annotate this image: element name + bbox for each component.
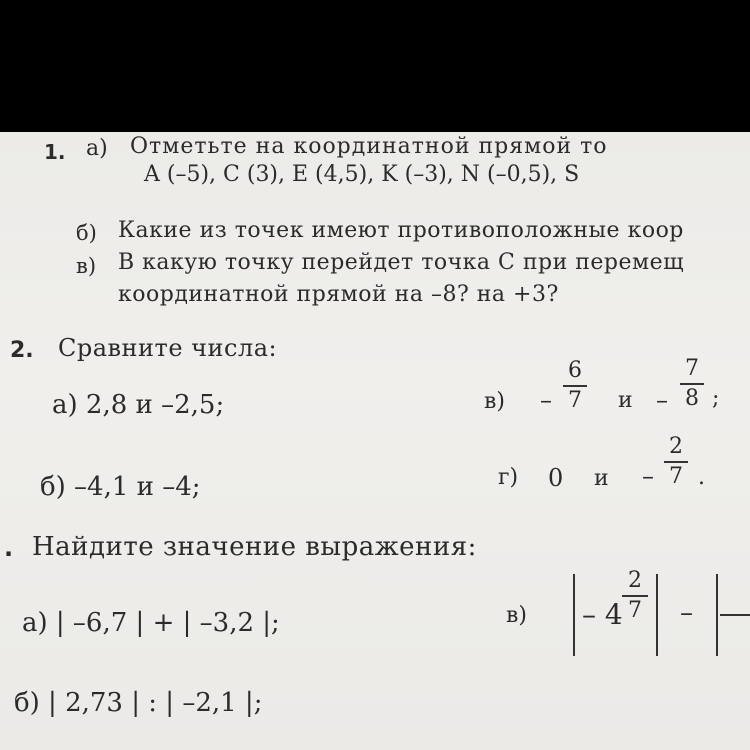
task1-number: 1. (44, 140, 66, 164)
task2-v-label: в) (484, 389, 505, 414)
abs-bar-left (573, 574, 575, 656)
task3-v-minus: – 4 (582, 598, 623, 631)
cut-off-minus (720, 614, 750, 616)
fraction-2-7 (622, 570, 648, 622)
abs-bar-left-2 (716, 574, 718, 656)
fraction-numerator: 2 (628, 568, 642, 593)
task1-v-text: В какую точку перейдет точка C при перемещ (118, 250, 685, 275)
task2-v-and: и (618, 388, 633, 413)
task2-v-minus2: – (656, 386, 668, 414)
fraction-numerator: 6 (568, 358, 582, 383)
task1-a-text: Отметьте на координатной прямой то (130, 134, 608, 159)
textbook-page (0, 132, 750, 750)
task2-a: а) 2,8 и –2,5; (52, 390, 225, 420)
task2-g-minus: – (642, 462, 654, 490)
abs-bar-right (656, 574, 658, 656)
fraction-denominator: 8 (685, 386, 699, 411)
task1-v-label: в) (76, 254, 97, 278)
task1-points: A (–5), C (3), E (4,5), K (–3), N (–0,5), S (144, 162, 580, 187)
task2-title: Сравните числа: (58, 334, 278, 362)
fraction-denominator: 7 (669, 464, 683, 489)
fraction-bar (664, 461, 688, 463)
task1-a-label: а) (86, 136, 108, 161)
task2-g-end: . (698, 465, 705, 490)
task3-a: а) | –6,7 | + | –3,2 |; (22, 608, 280, 638)
task1-b-text: Какие из точек имеют противоположные коор (118, 218, 684, 243)
fraction-bar (680, 383, 704, 385)
fraction-bar (622, 595, 648, 597)
task2-g-label: г) (498, 465, 519, 490)
task3-title: Найдите значение выражения: (32, 532, 477, 562)
task2-b: б) –4,1 и –4; (40, 472, 201, 502)
fraction-6-7 (563, 360, 587, 412)
fraction-numerator: 7 (685, 356, 699, 381)
task2-v-end: ; (712, 386, 720, 411)
fraction-2-7 (664, 436, 688, 488)
task1-v-text2: координатной прямой на –8? на +3? (118, 282, 559, 307)
task2-v-minus1: – (540, 386, 552, 414)
task3-b: б) | 2,73 | : | –2,1 |; (14, 688, 263, 718)
fraction-denominator: 7 (568, 388, 582, 413)
task2-g-zero: 0 (548, 464, 564, 492)
fraction-numerator: 2 (669, 434, 683, 459)
task1-b-label: б) (76, 221, 97, 245)
fraction-bar (563, 385, 587, 387)
task3-v-op: – (680, 598, 693, 628)
task3-v-label: в) (506, 603, 527, 628)
task2-number: 2. (10, 338, 34, 363)
fraction-7-8 (680, 358, 704, 410)
task3-number: . (4, 534, 14, 562)
fraction-denominator: 7 (628, 598, 642, 623)
task2-g-and: и (594, 466, 609, 491)
